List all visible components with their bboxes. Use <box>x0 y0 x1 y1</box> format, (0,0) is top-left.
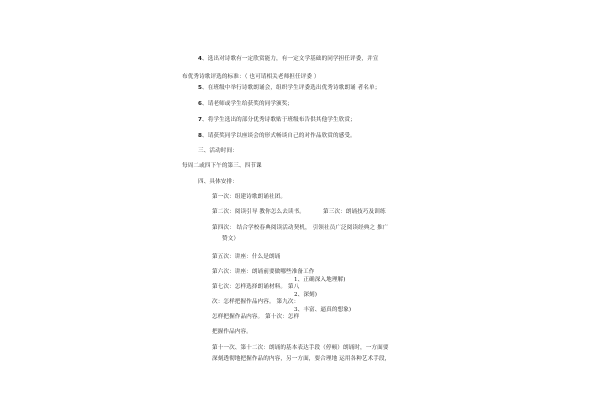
plan-line-9: 把握作品内容。 <box>212 329 252 335</box>
list-item-8 <box>198 133 356 140</box>
item-text: 、将学生选出的部分优秀诗歌贴于班级布告供其他学生欣赏； <box>202 117 356 123</box>
plan-line-5: 第六次：讲座：朗诵前要做哪些准备工作 <box>212 269 315 275</box>
item-number: 8 <box>198 133 202 139</box>
item-text: 、选出对诗歌有一定欣赏能力，有一定文学基础的同学担任评委，并宣 <box>202 56 379 62</box>
plan-line-3b: 赞文） <box>222 236 240 242</box>
item-text: 、请老师或学生给获奖的同学颁奖； <box>202 101 294 107</box>
list-item-6 <box>198 101 293 108</box>
item-number: 5 <box>198 85 202 91</box>
plan-line-2a: 第二次：阅读引导 教你怎么去读书。 <box>212 209 305 215</box>
item-number: 6 <box>198 101 202 107</box>
item-text: 、在班级中举行诗歌朗诵会，组织学生评委选出优秀诗歌朗诵 者名单； <box>202 85 381 91</box>
item-text: 布优秀诗歌评选的标准：（ 也可请相关老师担任评委 ） <box>182 74 320 80</box>
plan-note-1: 1、正确深入地理解) <box>294 277 346 283</box>
plan-line-3a: 第四次： 结合学校春典阅读活动契机， 引领社员广泛阅读经典之 推广 <box>212 225 389 231</box>
list-item-7 <box>198 117 356 124</box>
item-number: 4 <box>198 56 202 62</box>
plan-note-2: 2、深刻) <box>294 292 318 298</box>
plan-note-3: 3、丰富、逼真的想象) <box>294 307 352 313</box>
section-heading-time: 三、活动时间： <box>198 148 238 154</box>
schedule-text: 每周二或四下午的第三、四节课 <box>182 163 262 169</box>
plan-line-10: 第十一次、第十二次：朗诵的基本表达手段（停顿）朗诵时，一方面要 <box>212 345 389 351</box>
plan-line-6: 第七次：怎样选择朗诵材料。 第八 <box>212 284 300 290</box>
item-text: 、请获奖同学以座谈会的形式畅谈自己的对作品欣赏的感受。 <box>202 133 356 139</box>
list-item-4-continuation <box>182 74 320 81</box>
plan-line-7: 次：怎样把握作品内容。 第九次： <box>212 299 300 305</box>
item-number: 7 <box>198 117 202 123</box>
plan-line-4: 第五次：讲座：什么是朗诵 <box>212 254 281 260</box>
plan-line-1: 第一次：组建诗歌朗诵社团。 <box>212 194 287 200</box>
plan-line-8: 怎样把握作品内容。 第十次：怎样 <box>212 314 300 320</box>
section-heading-plan: 四、具体安排： <box>198 179 238 185</box>
list-item-5 <box>198 85 380 92</box>
list-item-4 <box>198 56 379 63</box>
plan-line-2b: 第三次：朗诵技巧及训练 <box>323 209 386 215</box>
plan-line-11: 深刻透彻地把握作品的内容，另一方面，要合理地 运用各种艺术手段， <box>212 356 391 362</box>
